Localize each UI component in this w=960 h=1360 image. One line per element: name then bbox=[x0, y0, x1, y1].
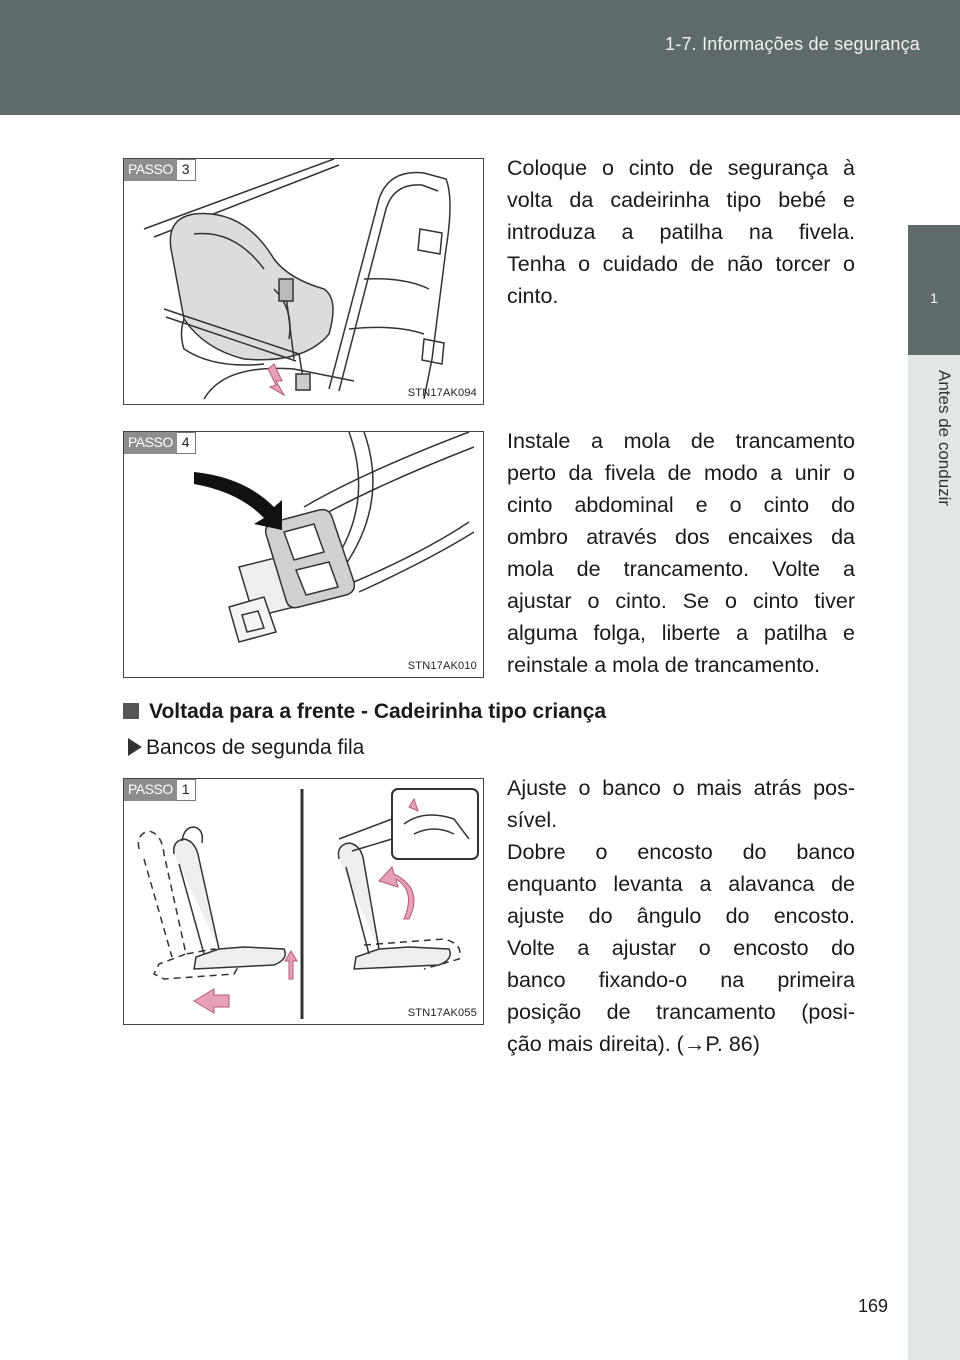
step-badge bbox=[124, 159, 196, 181]
text-line: introduza a patilha na fivela. bbox=[507, 220, 855, 244]
text-line: ajustar o cinto. Se o cinto tiver bbox=[507, 589, 855, 613]
page-number: 169 bbox=[857, 1296, 888, 1316]
section-heading bbox=[123, 700, 606, 724]
step-badge-label: PASSO bbox=[124, 779, 177, 801]
text-line: alguma folga, liberte a patilha e bbox=[507, 621, 855, 645]
figure-code: STN17AK055 bbox=[407, 1007, 477, 1019]
step-badge-label: PASSO bbox=[124, 159, 177, 181]
step-badge-number: 4 bbox=[177, 432, 196, 454]
figure-step-3 bbox=[123, 158, 484, 405]
text-line: posição de trancamento (posi- bbox=[507, 1000, 855, 1024]
triangle-bullet-icon bbox=[128, 738, 142, 756]
text-line: Ajuste o banco o mais atrás pos- bbox=[507, 776, 855, 800]
step-badge bbox=[124, 779, 196, 801]
text-line: Tenha o cuidado de não torcer o bbox=[507, 252, 855, 276]
text-line: ção mais direita). (→P. 86) bbox=[507, 1032, 760, 1056]
text-line: mola de trancamento. Volte a bbox=[507, 557, 855, 581]
step-4-text bbox=[507, 425, 855, 681]
section-heading-text: Voltada para a frente - Cadeirinha tipo criança bbox=[149, 700, 607, 723]
text-line: cinto abdominal e o cinto do bbox=[507, 493, 855, 517]
figure-step-4 bbox=[123, 431, 484, 678]
sub-heading bbox=[128, 736, 364, 760]
text-line: Dobre o encosto do banco bbox=[507, 840, 855, 864]
infant-seat-illustration bbox=[124, 159, 485, 406]
chapter-title: 1-7. Informações de segurança bbox=[665, 34, 920, 54]
seat-adjust-illustration bbox=[124, 779, 485, 1026]
step-badge bbox=[124, 432, 196, 454]
text-line: reinstale a mola de trancamento. bbox=[507, 653, 821, 677]
text-line: cinto. bbox=[507, 284, 559, 308]
chapter-tab-number: 1 bbox=[930, 290, 938, 306]
text-line: perto da fivela de modo a unir o bbox=[507, 461, 855, 485]
locking-clip-illustration bbox=[124, 432, 485, 679]
text-line: volta da cadeirinha tipo bebé e bbox=[507, 188, 855, 212]
text-line: Volte a ajustar o encosto do bbox=[507, 936, 855, 960]
chapter-tab-label: Antes de conduzir bbox=[935, 370, 954, 507]
text-line: Instale a mola de trancamento bbox=[507, 429, 855, 453]
text-line: enquanto levanta a alavanca de bbox=[507, 872, 855, 896]
square-bullet-icon bbox=[123, 703, 139, 719]
figure-step-1 bbox=[123, 778, 484, 1025]
text-line: ombro através dos encaixes da bbox=[507, 525, 855, 549]
step-3-text bbox=[507, 152, 855, 312]
step-badge-number: 1 bbox=[177, 779, 196, 801]
page-header bbox=[0, 0, 960, 115]
step-1-text bbox=[507, 772, 855, 1060]
figure-code: STN17AK010 bbox=[407, 660, 477, 672]
step-badge-label: PASSO bbox=[124, 432, 177, 454]
sub-heading-text: Bancos de segunda fila bbox=[146, 736, 365, 759]
step-badge-number: 3 bbox=[177, 159, 196, 181]
text-line: ajuste do ângulo do encosto. bbox=[507, 904, 855, 928]
text-line: Coloque o cinto de segurança à bbox=[507, 156, 855, 180]
figure-code: STN17AK094 bbox=[407, 387, 477, 399]
text-line: banco fixando-o na primeira bbox=[507, 968, 855, 992]
text-line: sível. bbox=[507, 808, 558, 832]
